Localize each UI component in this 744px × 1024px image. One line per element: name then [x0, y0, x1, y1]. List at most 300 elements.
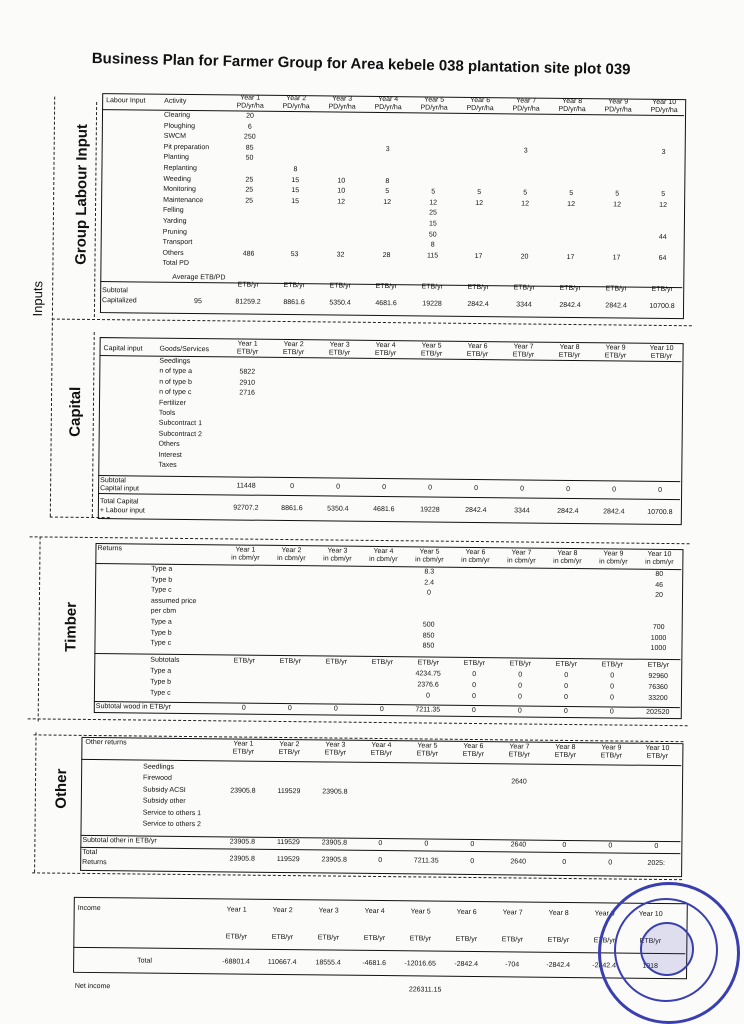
labour-year-9: Year 9	[608, 98, 629, 106]
income-year-7: Year 7	[502, 909, 523, 917]
capital-year-8: Year 8	[559, 343, 580, 352]
timber-sub-label: Type a	[150, 667, 172, 675]
labour-value-r8-4: 12	[383, 198, 392, 206]
timber-unit-7: in cbm/yr	[507, 557, 536, 565]
timber-year-1: Year 1	[235, 546, 256, 554]
timber-y10-value: 46	[655, 581, 664, 589]
income-year-1: Year 1	[226, 906, 247, 914]
timber-wood-label: Subtotal wood in ETB/yr	[95, 703, 171, 711]
timber-wood-10: 202520	[646, 708, 670, 717]
activity-label: Pit preparation	[163, 143, 210, 151]
timber-y10-value: 80	[655, 570, 664, 578]
income-label: Income	[77, 904, 101, 913]
labour-value-r0-1: 20	[246, 112, 254, 120]
timber-wood-8: 0	[563, 707, 568, 715]
labour-value-r8-7: 12	[521, 200, 530, 208]
timber-unit-4: in cbm/yr	[369, 555, 398, 564]
labour-value-r8-1: 25	[245, 197, 254, 205]
labour-etb-unit-1: ETB/yr	[237, 281, 259, 289]
activity-label: Maintenance	[163, 196, 204, 204]
labour-value-r13-7: 20	[520, 253, 529, 261]
capital-year-10: Year 10	[649, 344, 674, 353]
capital-subtotal-9: 0	[612, 486, 617, 494]
other-total-label: Total	[82, 848, 98, 857]
other-subtotal-6: 0	[470, 840, 475, 849]
income-total-9: -2842.4	[592, 962, 617, 970]
labour-value-r7-9: 5	[615, 190, 620, 198]
labour-unit-4: PD/yr/ha	[374, 103, 402, 112]
timber-year-10: Year 10	[647, 550, 672, 559]
labour-year-6: Year 6	[470, 96, 491, 105]
timber-row-label: per cbm	[150, 607, 177, 616]
activity-label: Pruning	[162, 228, 187, 236]
timber-sub-zero: 0	[564, 682, 569, 690]
timber-sub-y10: 33200	[648, 694, 668, 703]
capital-item-label: Seedlings	[159, 357, 191, 366]
other-year-4: Year 4	[371, 741, 392, 750]
income-unit-1: ETB/yr	[225, 933, 248, 941]
net-income-label: Net income	[74, 982, 111, 991]
timber-sub-zero: 0	[517, 693, 522, 701]
timber-row-label: Type c	[150, 639, 172, 648]
timber-unit-1: in cbm/yr	[231, 554, 260, 562]
other-row-label: Service to others 2	[142, 820, 202, 829]
capital-subtotal-label: Subtotal	[100, 477, 126, 485]
activity-label: Clearing	[163, 111, 191, 119]
official-stamp-emblem	[640, 922, 694, 976]
timber-row-label: Type c	[151, 586, 172, 595]
labour-value-r11-10: 44	[658, 233, 667, 241]
labour-capitalized-label: Capitalized	[102, 297, 137, 305]
capital-total-2: 8861.6	[281, 504, 303, 513]
other-row-label: Subsidy other	[142, 797, 186, 806]
timber-unit-6: in cbm/yr	[461, 556, 490, 565]
other-total-1: 23905.8	[229, 855, 255, 863]
activity-label: Weeding	[163, 175, 191, 183]
timber-y10-value: 700	[652, 623, 665, 631]
labour-value-r12-5: 8	[430, 241, 435, 249]
timber-wood-4: 0	[379, 706, 384, 714]
timber-y5-value: 850	[422, 632, 435, 640]
other-total-6: 0	[470, 857, 475, 866]
activity-label: Yarding	[162, 217, 187, 225]
timber-unit-3: in cbm/yr	[323, 555, 352, 563]
capital-subtotal-7: 0	[520, 485, 525, 493]
timber-side-label: Timber	[62, 601, 80, 652]
timber-row-label: Type a	[151, 565, 173, 573]
labour-year-4: Year 4	[378, 95, 399, 104]
capital-item-value: 5822	[239, 368, 256, 377]
activity-label: Planting	[163, 154, 189, 162]
capital-unit-4: ETB/yr	[374, 349, 397, 358]
income-total-7: -704	[505, 961, 520, 969]
capital-subtotal-2: 0	[290, 483, 295, 491]
labour-etb-unit-8: ETB/yr	[559, 284, 581, 293]
labour-value-r7-10: 5	[661, 191, 666, 199]
labour-etb-unit-4: ETB/yr	[375, 282, 397, 291]
activity-col-label: Activity	[164, 97, 187, 105]
other-year-10: Year 10	[645, 744, 670, 753]
timber-sub-y5: 4234.75	[415, 670, 441, 678]
labour-unit-6: PD/yr/ha	[466, 104, 494, 113]
timber-sub-y5: 0	[425, 692, 430, 700]
labour-value-r13-8: 17	[566, 253, 575, 261]
timber-row-label: Type b	[151, 576, 173, 584]
timber-sub-zero: 0	[563, 693, 568, 701]
capital-item-label: Subcontract 2	[158, 430, 202, 438]
capital-unit-1: ETB/yr	[236, 348, 259, 356]
timber-row-label: assumed price	[150, 597, 197, 605]
capital-year-3: Year 3	[329, 341, 350, 349]
capital-subtotal-8: 0	[566, 485, 571, 493]
income-total-3: 18555.4	[315, 959, 341, 967]
capital-unit-2: ETB/yr	[282, 348, 305, 357]
other-year-2: Year 2	[279, 740, 300, 749]
timber-year-8: Year 8	[557, 549, 578, 558]
labour-value-r7-8: 5	[569, 190, 574, 198]
other-unit-4: ETB/yr	[370, 749, 393, 758]
average-etb-label: Average ETB/PD	[172, 273, 226, 282]
other-subtotal-5: 0	[424, 840, 429, 848]
income-total-4: -4681.6	[362, 959, 387, 968]
capital-item-label: n of type b	[159, 378, 192, 386]
other-unit-7: ETB/yr	[508, 751, 531, 759]
labour-etb-unit-9: ETB/yr	[605, 285, 627, 293]
other-subtotal-1: 23905.8	[229, 838, 256, 846]
income-year-9: Year 9	[594, 910, 615, 918]
capitalized-8: 2842.4	[559, 301, 581, 310]
other-row-label: Seedlings	[143, 763, 174, 771]
capitalized-9: 2842.4	[605, 302, 627, 310]
timber-wood-2: 0	[287, 705, 292, 713]
labour-unit-3: PD/yr/ha	[328, 103, 356, 111]
labour-value-r3-10: 3	[661, 148, 666, 156]
capital-unit-8: ETB/yr	[558, 351, 581, 360]
timber-etb-unit-3: ETB/yr	[325, 658, 348, 666]
capital-unit-10: ETB/yr	[650, 352, 673, 361]
timber-year-3: Year 3	[327, 547, 348, 555]
labour-value-r3-7: 3	[523, 147, 528, 155]
timber-y5-value: 8.3	[424, 568, 435, 576]
labour-value-r5-2: 8	[293, 166, 298, 174]
activity-label: Others	[162, 249, 184, 257]
other-total-4: 0	[378, 857, 383, 865]
timber-etb-unit-4: ETB/yr	[371, 658, 394, 667]
capital-bracket	[92, 332, 95, 517]
firewood-y7-value: 2640	[511, 778, 527, 786]
labour-value-r2-1: 250	[243, 133, 256, 141]
timber-etb-unit-1: ETB/yr	[233, 657, 256, 665]
inputs-side-label: Inputs	[29, 280, 46, 317]
labour-value-r7-1: 25	[245, 186, 254, 194]
other-total-10: 2025:	[647, 859, 666, 868]
timber-wood-5: 7211.35	[415, 706, 441, 714]
labour-value-r4-1: 50	[245, 154, 254, 163]
other-subtotal-4: 0	[378, 840, 383, 848]
labour-value-r3-1: 85	[245, 144, 254, 152]
timber-etb-unit-8: ETB/yr	[555, 660, 578, 669]
capital-total-label-2: + Labour input	[99, 507, 145, 515]
timber-row-label: Type b	[150, 629, 172, 637]
income-total-1: -68801.4	[222, 958, 251, 966]
other-total-3: 23905.8	[321, 856, 347, 864]
labour-value-r13-1: 486	[242, 250, 255, 258]
capital-total-4: 4681.6	[373, 505, 395, 514]
timber-sub-zero: 0	[472, 681, 477, 690]
timber-wood-6: 0	[471, 706, 476, 715]
capital-year-7: Year 7	[513, 343, 534, 351]
capital-total-10: 10700.8	[647, 508, 673, 517]
capitalized-6: 2842.4	[467, 300, 489, 309]
other-year-7: Year 7	[509, 743, 530, 751]
labour-value-r10-5: 15	[428, 220, 437, 228]
activity-label: Monitoring	[163, 185, 196, 194]
labour-value-r8-3: 12	[337, 198, 346, 206]
labour-value-r7-6: 5	[477, 189, 482, 197]
other-unit-5: ETB/yr	[416, 750, 439, 758]
capitalized-5: 19228	[422, 300, 442, 308]
capitalized-10: 10700.8	[649, 302, 675, 311]
labour-etb-unit-5: ETB/yr	[421, 283, 443, 291]
income-unit-6: ETB/yr	[455, 935, 478, 944]
subsidy-value-2: 119529	[277, 787, 301, 796]
labour-year-3: Year 3	[332, 95, 353, 103]
capital-subtotal-label-2: Capital input	[100, 485, 140, 493]
labour-subtotal-label: Subtotal	[102, 287, 128, 295]
timber-unit-2: in cbm/yr	[277, 554, 306, 563]
capital-item-value: 2716	[239, 389, 255, 397]
capital-total-label: Total Capital	[99, 498, 139, 506]
income-total-5: -12016.65	[404, 960, 436, 968]
labour-value-r9-5: 25	[429, 209, 437, 217]
income-year-2: Year 2	[272, 906, 293, 915]
goods-col-label: Goods/Services	[159, 345, 210, 354]
capital-item-label: Interest	[158, 451, 182, 459]
other-total-2: 119529	[276, 855, 300, 864]
other-unit-6: ETB/yr	[462, 750, 485, 759]
income-total-label: Total	[137, 957, 152, 965]
income-unit-4: ETB/yr	[363, 934, 386, 943]
other-subtotal-10: 0	[654, 842, 659, 850]
capital-total-9: 2842.4	[603, 508, 625, 516]
other-total-9: 0	[608, 859, 613, 867]
activity-label: Replanting	[163, 164, 197, 173]
capital-year-2: Year 2	[283, 340, 304, 349]
timber-y10-value: 1000	[650, 645, 667, 653]
timber-sub-zero: 0	[518, 671, 523, 679]
timber-sub-zero: 0	[610, 672, 615, 680]
capitalized-1: 81259.2	[235, 298, 261, 306]
activity-label: Felling	[162, 207, 184, 215]
labour-value-r6-1: 25	[245, 176, 254, 184]
income-year-4: Year 4	[364, 907, 385, 916]
capital-total-3: 5350.4	[327, 505, 349, 513]
labour-value-r8-5: 12	[429, 199, 438, 207]
labour-unit-1: PD/yr/ha	[236, 102, 264, 110]
capital-item-label: Others	[158, 440, 180, 449]
divider-labour-capital	[52, 319, 692, 327]
timber-sub-zero: 0	[610, 683, 615, 691]
subsidy-value-1: 23905.8	[230, 787, 256, 795]
labour-year-7: Year 7	[516, 97, 537, 105]
capital-item-label: n of type c	[159, 388, 192, 397]
timber-row-label: Type a	[150, 618, 172, 626]
labour-value-r7-7: 5	[523, 189, 528, 197]
timber-year-2: Year 2	[281, 546, 302, 555]
other-subtotal-label: Subtotal other in ETB/yr	[82, 836, 157, 845]
capital-col-label: Capital input	[103, 345, 143, 353]
labour-value-r7-3: 10	[337, 187, 346, 195]
other-subtotal-3: 23905.8	[321, 839, 348, 847]
labour-value-r13-6: 17	[474, 252, 483, 260]
labour-value-r1-1: 6	[247, 123, 252, 131]
timber-etb-unit-9: ETB/yr	[601, 661, 624, 669]
income-year-8: Year 8	[548, 909, 569, 917]
labour-value-r11-5: 50	[428, 231, 437, 239]
capital-item-label: Fertilizer	[158, 399, 186, 407]
income-total-6: -2842.4	[454, 960, 479, 969]
capital-subtotal-1: 11448	[236, 482, 256, 490]
timber-etb-unit-7: ETB/yr	[509, 660, 532, 668]
income-total-8: -2842.4	[546, 961, 571, 970]
labour-etb-unit-3: ETB/yr	[329, 282, 351, 290]
labour-etb-unit-7: ETB/yr	[513, 284, 535, 292]
labour-year-5: Year 5	[424, 96, 445, 104]
other-subtotal-8: 0	[562, 841, 567, 849]
other-subtotal-9: 0	[608, 842, 613, 850]
capital-unit-6: ETB/yr	[466, 350, 489, 359]
capital-item-label: Taxes	[158, 461, 177, 469]
timber-year-7: Year 7	[511, 549, 532, 557]
capital-total-7: 3344	[514, 507, 530, 515]
divider-timber-bottom	[28, 718, 688, 726]
other-total-label-2: Returns	[82, 858, 107, 867]
other-total-8: 0	[562, 858, 567, 866]
labour-value-r8-6: 12	[475, 199, 484, 207]
capitalized-7: 3344	[516, 301, 532, 309]
timber-year-9: Year 9	[603, 550, 624, 558]
capital-subtotal-3: 0	[336, 483, 341, 491]
other-row-label: Subsidy ACSI	[142, 786, 186, 794]
average-etb-value: 95	[194, 298, 202, 306]
income-total-2: 110667.4	[267, 958, 297, 967]
group-labour-side-label: Group Labour Input	[72, 123, 91, 265]
capital-subtotal-4: 0	[382, 484, 387, 492]
labour-value-r13-5: 115	[426, 252, 439, 260]
labour-value-r7-4: 5	[385, 188, 390, 196]
timber-sub-y5: 2376.6	[417, 681, 439, 689]
labour-value-r6-4: 8	[385, 177, 390, 185]
income-unit-9: ETB/yr	[593, 937, 616, 945]
timber-sub-zero: 0	[564, 671, 569, 679]
capital-item-label: n of type a	[159, 368, 193, 376]
labour-unit-8: PD/yr/ha	[558, 105, 586, 114]
other-unit-9: ETB/yr	[600, 752, 623, 760]
other-subtotal-2: 119529	[276, 838, 300, 847]
capitalized-2: 8861.6	[283, 298, 305, 307]
labour-value-r13-4: 28	[382, 251, 391, 259]
labour-year-10: Year 10	[652, 98, 677, 107]
timber-sub-zero: 0	[472, 670, 477, 679]
income-unit-7: ETB/yr	[501, 936, 524, 944]
labour-etb-unit-6: ETB/yr	[467, 283, 489, 292]
timber-y10-value: 1000	[650, 634, 667, 642]
page-title: Business Plan for Farmer Group for Area kebele 038 plantation site plot 039	[91, 50, 631, 79]
labour-year-2: Year 2	[286, 94, 307, 103]
capital-item-value: 2910	[239, 379, 256, 387]
capital-subtotal-6: 0	[474, 484, 479, 493]
capital-total-5: 19228	[420, 506, 440, 514]
other-total-7: 2640	[510, 858, 527, 866]
timber-table	[94, 543, 684, 719]
income-total-10: 1918	[642, 962, 658, 970]
capital-year-1: Year 1	[237, 340, 258, 348]
other-subtotal-7: 2640	[510, 841, 527, 849]
activity-label: Total PD	[162, 260, 189, 268]
other-year-6: Year 6	[463, 742, 484, 751]
timber-sub-zero: 0	[518, 682, 523, 690]
labour-value-r8-9: 12	[613, 201, 622, 209]
other-unit-10: ETB/yr	[646, 752, 669, 761]
other-year-1: Year 1	[233, 740, 254, 748]
income-year-10: Year 10	[638, 910, 663, 918]
timber-wood-3: 0	[333, 705, 338, 713]
timber-y5-value: 500	[422, 621, 435, 629]
timber-year-6: Year 6	[465, 548, 486, 557]
timber-etb-unit-2: ETB/yr	[279, 657, 302, 666]
capital-subtotal-10: 0	[658, 486, 663, 494]
timber-wood-7: 0	[517, 707, 522, 715]
labour-unit-2: PD/yr/ha	[282, 102, 310, 111]
timber-wood-9: 0	[609, 708, 614, 716]
timber-y10-value: 20	[655, 592, 663, 600]
labour-value-r6-2: 15	[291, 176, 300, 184]
other-row-label: Firewood	[143, 774, 172, 783]
net-income-value: 226311.15	[408, 986, 442, 994]
other-total-5: 7211.35	[413, 857, 439, 865]
timber-year-4: Year 4	[373, 547, 394, 556]
labour-value-r13-3: 32	[336, 251, 345, 259]
timber-unit-8: in cbm/yr	[553, 557, 582, 566]
capital-year-5: Year 5	[421, 342, 442, 350]
timber-sub-zero: 0	[471, 692, 476, 701]
other-unit-8: ETB/yr	[554, 751, 577, 760]
timber-unit-5: in cbm/yr	[415, 556, 444, 564]
other-year-5: Year 5	[417, 742, 438, 750]
labour-value-r3-4: 3	[385, 145, 390, 153]
labour-unit-10: PD/yr/ha	[650, 106, 678, 115]
timber-wood-1: 0	[241, 704, 246, 712]
income-unit-10: ETB/yr	[639, 937, 662, 945]
income-unit-5: ETB/yr	[409, 935, 432, 943]
labour-value-r8-8: 12	[567, 200, 576, 208]
capital-side-label: Capital	[66, 386, 85, 437]
labour-unit-7: PD/yr/ha	[512, 105, 540, 113]
returns-col-label: Returns	[97, 545, 123, 553]
timber-y5-value: 2.4	[424, 579, 435, 587]
timber-bracket	[38, 536, 41, 721]
labour-etb-unit-2: ETB/yr	[283, 281, 305, 290]
income-year-3: Year 3	[318, 907, 339, 915]
income-year-5: Year 5	[410, 908, 431, 916]
labour-unit-9: PD/yr/ha	[604, 106, 632, 114]
capitalized-4: 4681.6	[375, 299, 397, 308]
other-unit-3: ETB/yr	[324, 749, 347, 757]
timber-sub-y10: 92960	[648, 672, 668, 681]
labour-value-r8-10: 12	[659, 201, 668, 209]
capital-year-6: Year 6	[467, 342, 488, 351]
timber-unit-9: in cbm/yr	[599, 558, 628, 566]
